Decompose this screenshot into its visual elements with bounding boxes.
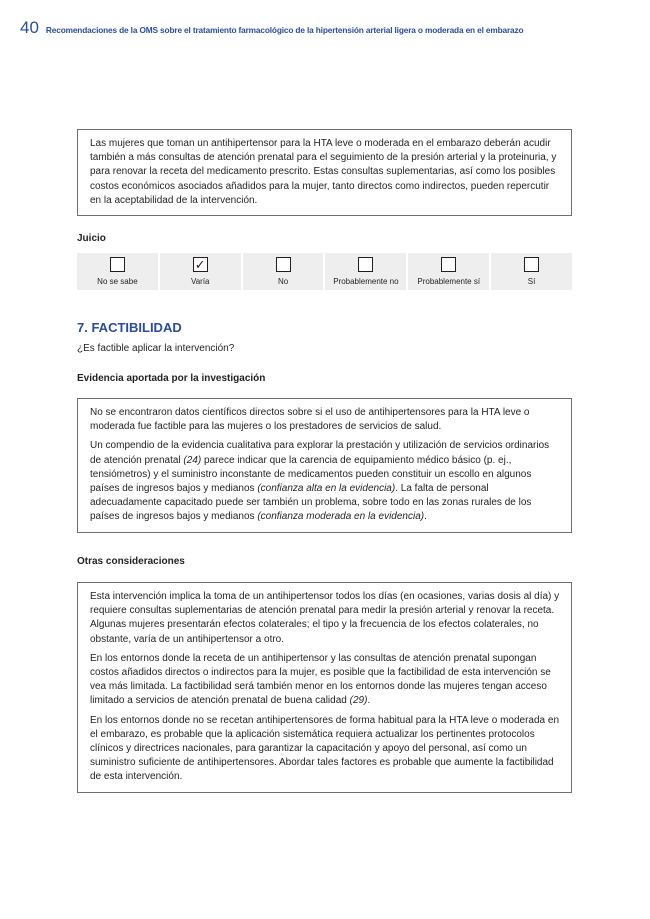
- intro-paragraph: Las mujeres que toman un antihipertensor para la HTA leve o moderada en el embarazo deberán acudir también a más consultas de atención prenatal para el seguimiento de la presión arterial y la proteinuria, y para renovar la receta del medicamento prescrito. Estas consultas suplementarias, así como los posibles costos económicos asociados añadidos para la mujer, tanto directos como indirectos, pueden repercutir en la aceptabilidad de la intervención.: [90, 138, 557, 206]
- checkbox-icon[interactable]: [441, 257, 456, 272]
- section-title: 7. FACTIBILIDAD: [77, 320, 182, 335]
- page-header: [20, 18, 523, 38]
- text-run: Un compendio de la evidencia cualitativa para explorar la prestación y utilización de servicios ordinarios de atención prenatal: [90, 440, 550, 466]
- judgement-option-label: Probablemente sí: [417, 277, 481, 286]
- judgement-option-probablemente-si[interactable]: [408, 253, 489, 290]
- other-considerations-text-box: [77, 582, 572, 793]
- checkbox-icon[interactable]: [524, 257, 539, 272]
- section-question: ¿Es factible aplicar la intervención?: [77, 343, 235, 354]
- citation: (24): [183, 454, 202, 466]
- text-run: En los entornos donde la receta de un antihipertensor y las consultas de atención prenatal supongan costos añadidos directos o indirectos para la mujer, es posible que la factibilidad de esta intervención se vea más limitada. La factibilidad será también menor en los entornos donde las mujeres tengan acceso limitado a servicios de atención prenatal de buena calidad: [90, 652, 551, 707]
- other-considerations-heading: Otras consideraciones: [77, 556, 185, 567]
- checkbox-icon[interactable]: [276, 257, 291, 272]
- judgement-option-si[interactable]: [491, 253, 572, 290]
- intro-text-box: [77, 129, 572, 216]
- judgement-option-label: Varía: [190, 277, 210, 286]
- text-run: . La falta de personal adecuadamente capacitado puede ser también un problema, sobre todo en las zonas rurales de los países de ingresos bajos y medianos: [90, 483, 532, 523]
- judgement-option-no-se-sabe[interactable]: [77, 253, 158, 290]
- running-title: Recomendaciones de la OMS sobre el tratamiento farmacológico de la hipertensión arterial ligera o moderada en el embarazo: [45, 25, 524, 35]
- judgement-option-label: No: [277, 277, 289, 286]
- judgement-option-varia[interactable]: [160, 253, 241, 290]
- judgement-option-probablemente-no[interactable]: [325, 253, 406, 290]
- judgement-option-label: Sí: [527, 277, 536, 286]
- other-paragraph: Esta intervención implica la toma de un antihipertensor todos los días (en ocasiones, varias dosis al día) y requiere consultas suplementarias de atención prenatal para medir la presión arterial y renovar la receta. Algunas mujeres presentarán efectos colaterales; el tipo y la frecuencia de los efectos colaterales, no obstante, varía de un antihipertensor a otro.: [90, 591, 560, 645]
- page-number: 40: [20, 18, 39, 37]
- evidence-text-box: [77, 398, 572, 533]
- evidence-paragraph: No se encontraron datos científicos directos sobre si el uso de antihipertensores para la HTA leve o moderada fue factible para las mujeres o los prestadores de servicios de salud.: [90, 407, 530, 433]
- confidence-note: (confianza moderada en la evidencia): [257, 511, 425, 523]
- text-run: .: [424, 511, 427, 523]
- judgement-option-label: Probablemente no: [333, 277, 399, 286]
- checkbox-icon[interactable]: [110, 257, 125, 272]
- checkbox-icon[interactable]: [358, 257, 373, 272]
- other-paragraph: [90, 652, 561, 709]
- evidence-heading: Evidencia aportada por la investigación: [77, 373, 266, 384]
- citation: (29): [349, 695, 368, 707]
- judgement-options: [77, 253, 572, 290]
- text-run: .: [367, 695, 371, 707]
- evidence-paragraph: [90, 439, 561, 524]
- judgement-heading: Juicio: [77, 233, 106, 244]
- checked-checkbox-icon[interactable]: ✓: [193, 257, 208, 272]
- confidence-note: (confianza alta en la evidencia): [257, 483, 396, 495]
- text-run: parece indicar que la carencia de equipamiento médico básico (p. ej., tensiómetros) y el suministro inconstante de medicamentos pueden constituir un escollo en algunos países de ingresos bajos y medianos: [90, 454, 532, 495]
- other-paragraph: En los entornos donde no se recetan antihipertensores de forma habitual para la HTA leve o moderada en el embarazo, es probable que la aplicación sistemática requiera actualizar los pertinentes protocolos clínicos y directrices nacionales, para garantizar la capacitación y apoyo del personal, así como un suministro suficiente de antihipertensores. Abordar tales factores es probable que aumente la factibilidad de esta intervención.: [90, 714, 559, 783]
- judgement-option-label: No se sabe: [97, 277, 138, 286]
- judgement-option-no[interactable]: [243, 253, 324, 290]
